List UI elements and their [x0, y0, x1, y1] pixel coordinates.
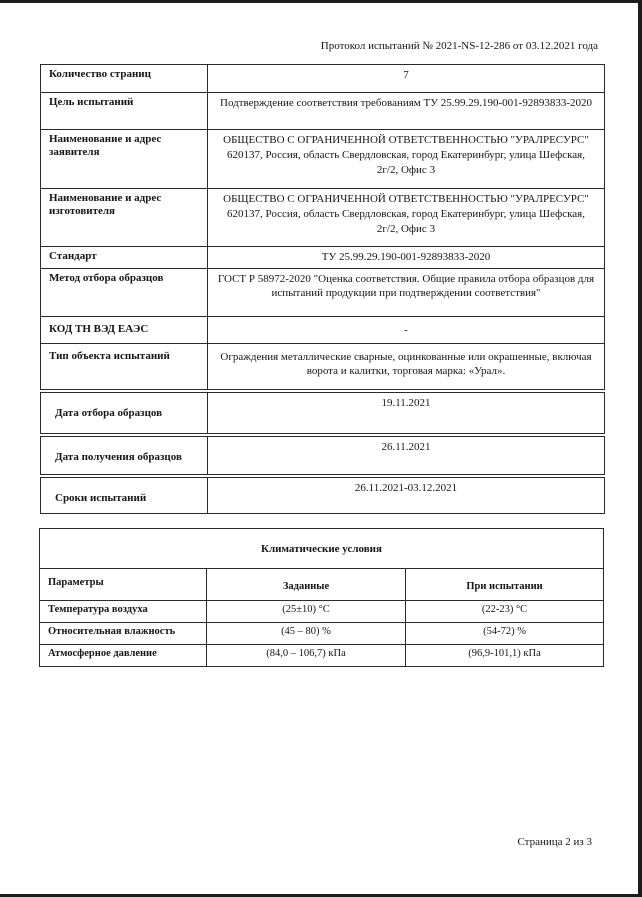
label-receipt-date: Дата получения образцов	[41, 437, 208, 475]
label-applicant: Наименование и адрес заявителя	[41, 130, 208, 189]
actual-pressure: (96,9-101,1) кПа	[406, 645, 604, 667]
row-test-period	[41, 478, 605, 514]
climate-table	[39, 528, 604, 667]
label-standard: Стандарт	[41, 247, 208, 269]
label-manufacturer: Наименование и адрес изготовителя	[41, 189, 208, 247]
actual-temperature: (22-23) °С	[406, 601, 604, 623]
applicant-address: 620137, Россия, область Свердловская, город Екатеринбург, улица Шефская, 2г/2, Офис 3	[227, 149, 585, 176]
climate-title: Климатические условия	[40, 529, 604, 569]
row-sampling-method	[41, 269, 605, 317]
row-tn-ved	[41, 317, 605, 344]
info-table	[40, 64, 605, 514]
applicant-name: ОБЩЕСТВО С ОГРАНИЧЕННОЙ ОТВЕТСТВЕННОСТЬЮ "УРАЛРЕСУРС"	[223, 134, 589, 146]
value-pages: 7	[208, 65, 605, 93]
actual-humidity: (54-72) %	[406, 623, 604, 645]
manufacturer-address: 620137, Россия, область Свердловская, город Екатеринбург, улица Шефская, 2г/2, Офис 3	[227, 208, 585, 235]
value-applicant	[208, 130, 605, 189]
row-sampling-date	[41, 393, 605, 434]
climate-row-pressure	[40, 645, 604, 667]
set-temperature: (25±10) °С	[207, 601, 406, 623]
page-number: Страница 2 из 3	[517, 836, 592, 848]
value-tn-ved: -	[208, 317, 605, 344]
value-object-type: Ограждения металлические сварные, оцинкованные или окрашенные, включая ворота и калитки, торговая марка: «Урал».	[208, 344, 605, 390]
climate-header-row	[40, 569, 604, 601]
label-sampling-date: Дата отбора образцов	[41, 393, 208, 434]
value-test-period: 26.11.2021-03.12.2021	[208, 478, 605, 514]
row-applicant	[41, 130, 605, 189]
header-set: Заданные	[207, 569, 406, 601]
manufacturer-name: ОБЩЕСТВО С ОГРАНИЧЕННОЙ ОТВЕТСТВЕННОСТЬЮ "УРАЛРЕСУРС"	[223, 193, 589, 205]
row-pages	[41, 65, 605, 93]
row-standard	[41, 247, 605, 269]
set-humidity: (45 – 80) %	[207, 623, 406, 645]
header-param: Параметры	[40, 569, 207, 601]
value-manufacturer	[208, 189, 605, 247]
label-sampling-method: Метод отбора образцов	[41, 269, 208, 317]
scan-border-top	[0, 0, 642, 3]
climate-title-row	[40, 529, 604, 569]
label-test-period: Сроки испытаний	[41, 478, 208, 514]
param-humidity: Относительная влажность	[40, 623, 207, 645]
label-tn-ved: КОД ТН ВЭД ЕАЭС	[41, 317, 208, 344]
header-actual: При испытании	[406, 569, 604, 601]
value-sampling-date: 19.11.2021	[208, 393, 605, 434]
label-purpose: Цель испытаний	[41, 93, 208, 130]
climate-row-temperature	[40, 601, 604, 623]
set-pressure: (84,0 – 106,7) кПа	[207, 645, 406, 667]
protocol-header: Протокол испытаний № 2021-NS-12-286 от 03.12.2021 года	[320, 40, 598, 52]
value-receipt-date: 26.11.2021	[208, 437, 605, 475]
row-purpose	[41, 93, 605, 130]
param-pressure: Атмосферное давление	[40, 645, 207, 667]
value-sampling-method: ГОСТ Р 58972-2020 "Оценка соответствия. Общие правила отбора образцов для испытаний продукции при подтверждении соответствия"	[208, 269, 605, 317]
row-object-type	[41, 344, 605, 390]
label-pages: Количество страниц	[41, 65, 208, 93]
value-purpose: Подтверждение соответствия требованиям ТУ 25.99.29.190-001-92893833-2020	[208, 93, 605, 130]
row-receipt-date	[41, 437, 605, 475]
climate-row-humidity	[40, 623, 604, 645]
scan-border-right	[638, 0, 642, 897]
row-manufacturer	[41, 189, 605, 247]
label-object-type: Тип объекта испытаний	[41, 344, 208, 390]
param-temperature: Температура воздуха	[40, 601, 207, 623]
value-standard: ТУ 25.99.29.190-001-92893833-2020	[208, 247, 605, 269]
